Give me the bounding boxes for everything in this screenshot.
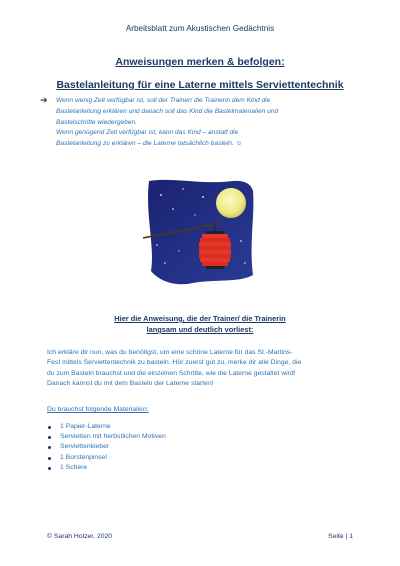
star-icon xyxy=(164,262,165,263)
materials-heading: Du brauchst folgende Materialien: xyxy=(47,406,149,413)
note-line: Bastelschritte wiedergeben. xyxy=(56,118,138,126)
instruction-body-line: Ich erkläre dir nun, was du benötigst, um eine schöne Laterne für das St.-Martins- xyxy=(47,349,293,356)
note-line: Bastelanleitung erklären und danach soll das Kind die Bastelmaterialien und xyxy=(56,107,279,115)
note-line: Wenn genügend Zeit verfügbar ist, kann das Kind – anstatt die xyxy=(56,129,239,137)
list-item: Servietten mit herbstlichen Motiven xyxy=(47,432,166,442)
instruction-heading xyxy=(0,313,400,335)
arrow-right-icon: ➔ xyxy=(40,95,48,105)
star-icon xyxy=(202,196,204,198)
lantern-night-sky-illustration xyxy=(143,175,257,290)
star-icon xyxy=(178,250,179,251)
instruction-body-line: du zum Basteln brauchst und die einzelnen Schritte, wie die Laterne gestaltet wird! xyxy=(47,369,296,377)
star-icon xyxy=(156,244,158,246)
star-icon xyxy=(172,208,174,210)
star-icon xyxy=(160,194,162,196)
list-item: 1 Papier-Laterne xyxy=(47,422,166,432)
note-line: Bastelanleitung zu erklären – die Laterne tatsächlich basteln. ☺ xyxy=(56,140,243,148)
main-title: Anweisungen merken & befolgen: xyxy=(115,56,285,68)
instruction-heading-line: langsam und deutlich vorliest: xyxy=(146,325,254,334)
instruction-body xyxy=(47,348,357,390)
star-icon xyxy=(194,214,195,215)
star-icon xyxy=(182,188,183,189)
star-icon xyxy=(244,262,245,263)
footer-page-number: Seite | 1 xyxy=(328,533,353,540)
list-item: 1 Schere xyxy=(47,463,166,473)
trainer-note xyxy=(40,95,356,150)
sub-title: Bastelanleitung für eine Laterne mittels Serviettentechnik xyxy=(56,79,344,91)
instruction-body-line: Danach kannst du mit dem Basteln der Laterne starten! xyxy=(47,380,214,388)
paper-lantern xyxy=(199,231,231,269)
star-icon xyxy=(240,240,242,242)
footer-copyright: © Sarah Holzer, 2020 xyxy=(47,533,113,540)
note-line: Wenn wenig Zeit verfügbar ist, soll der Trainer/ die Trainerin dem Kind die xyxy=(56,97,271,104)
instruction-body-line: Fest mittels Serviettentechnik zu basteln. Hör zuerst gut zu, merke dir alle Dinge, die xyxy=(47,359,302,367)
worksheet-header: Arbeitsblatt zum Akustischen Gedächtnis xyxy=(125,24,275,33)
instruction-heading-line: Hier die Anweisung, die der Trainer/ die Trainerin xyxy=(114,314,286,323)
list-item: Serviettenkleber xyxy=(47,442,166,452)
materials-list xyxy=(47,422,166,473)
moon-icon xyxy=(216,188,246,218)
list-item: 1 Borstenpinsel xyxy=(47,453,166,463)
